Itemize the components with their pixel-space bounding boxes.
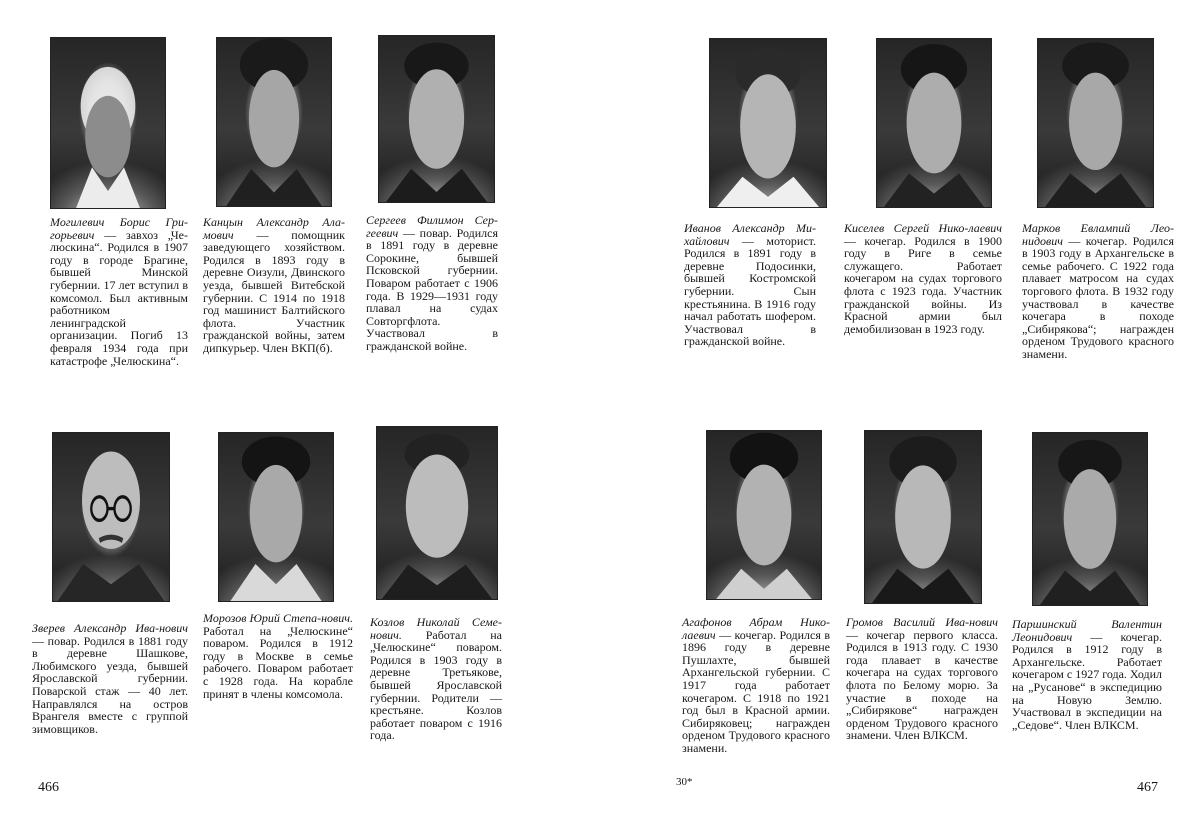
person-name: Громов Василий Ива-нович bbox=[846, 615, 998, 629]
portrait-photo bbox=[709, 38, 827, 208]
person-bio: Работал на „Челюскине“ поваром. Родился в 1912 году в Москве в семье рабочего. Поваром работает с 1928 года. На корабле принят в члены комсомола. bbox=[203, 623, 353, 701]
page-number: 466 bbox=[38, 780, 59, 795]
portrait-photo bbox=[52, 432, 170, 602]
biography-caption bbox=[370, 616, 502, 742]
portrait-photo bbox=[376, 426, 498, 600]
biography-caption bbox=[32, 622, 188, 735]
biography-caption bbox=[1012, 618, 1162, 731]
portrait-photo bbox=[378, 35, 495, 203]
biography-caption bbox=[682, 616, 830, 755]
portrait-photo bbox=[50, 37, 166, 209]
portrait-photo bbox=[706, 430, 822, 600]
biography-caption bbox=[846, 616, 998, 742]
person-name: Киселев Сергей Нико-лаевич bbox=[844, 221, 1002, 235]
person-bio: Работал на „Челюскине“ поваром. Родился в 1903 году в деревне Третьякове, бывшей Ярославской губернии. Родители — крестьяне. Козлов работает поваром с 1916 года. bbox=[370, 627, 502, 743]
person-name: Козлов Николай Семе-нович. bbox=[370, 615, 502, 642]
biography-caption bbox=[684, 222, 816, 348]
person-bio: — завхоз „Че-люскина“. Родился в 1907 году в городе Брагине, бывшей Минской губернии. 17 лет вступил в комсомол. Был активным работником ленинградской организации. Погиб 13 февраля 1934 года при катастрофе „Челюскина“. bbox=[50, 227, 188, 368]
signature-mark: 30* bbox=[676, 776, 693, 788]
page-number: 467 bbox=[1137, 780, 1158, 795]
person-bio: — повар. Родился в 1881 году в деревне Шашкове, Любимского уезда, бывшей Ярославской губернии. Поварской стаж — 40 лет. Направлялся на остров Врангеля вместе с группой зимовщиков. bbox=[32, 633, 188, 736]
portrait-photo bbox=[1037, 38, 1154, 208]
portrait-photo bbox=[1032, 432, 1148, 606]
biography-caption bbox=[50, 216, 188, 367]
right-page bbox=[600, 0, 1200, 817]
person-bio: — повар. Родился в 1891 году в деревне Сорокине, бывшей Псковской губернии. Поваром работает с 1906 года. В 1929—1931 году плавал на судах Совторгфлота. Участвовал в гражданской войне. bbox=[366, 225, 498, 353]
person-bio: — кочегар. Родился в 1912 году в Архангельске. Работает кочегаром с 1927 года. Ходил на „Русанове“ в экспедицию на Новую Землю. Участвовал в экспедиции на „Седове“. Член ВЛКСМ. bbox=[1012, 629, 1162, 732]
person-name: Сергеев Филимон Сер-геевич bbox=[366, 213, 498, 240]
biography-caption bbox=[1022, 222, 1174, 361]
person-bio: — кочегар. Родился в 1903 году в Архангельске в семье рабочего. С 1922 года плавает матросом на судах торгового флота. В 1932 году участвовал в качестве кочегара в походе „Сибирякова“; награжден орденом Трудового красного знамени. bbox=[1022, 233, 1174, 361]
person-bio: — кочегар первого класса. Родился в 1913 году. С 1930 года плавает в качестве кочегара на судах торгового флота по Белому морю. За участие в походе на „Сибирякове“ награжден орденом Трудового красного знамени. Член ВЛКСМ. bbox=[846, 627, 998, 743]
biography-caption bbox=[203, 216, 345, 355]
person-name: Агафонов Абрам Нико-лаевич bbox=[682, 615, 830, 642]
person-name: Могилевич Борис Гри-горьевич bbox=[50, 215, 188, 242]
person-name: Марков Евлампий Лео-нидович bbox=[1022, 221, 1174, 248]
person-bio: — моторист. Родился в 1891 году в деревне Подосинки, бывшей Костромской губернии. Сын крестьянина. В 1916 году начал работать шофером. Участвовал в гражданской войне. bbox=[684, 233, 816, 349]
person-name: Канцын Александр Ала-мович bbox=[203, 215, 345, 242]
portrait-photo bbox=[864, 430, 982, 604]
person-name: Зверев Александр Ива-нович bbox=[32, 621, 188, 635]
person-bio: — кочегар. Родился в 1900 году в Риге в семье служащего. Работает кочегаром на судах торгового флота с 1923 года. Участник гражданской войны. Из Красной армии был демобилизован в 1923 году. bbox=[844, 233, 1002, 336]
biography-caption bbox=[844, 222, 1002, 335]
person-name: Иванов Александр Ми-хайлович bbox=[684, 221, 816, 248]
portrait-photo bbox=[218, 432, 334, 602]
person-bio: — помощник заведующего хозяйством. Родился в 1893 году в деревне Оизули, Двинского уезда, бывшей Витебской губернии. С 1914 по 1918 год машинист Балтийского флота. Участник гражданской войны, затем дипкурьер. Член ВКП(б). bbox=[203, 227, 345, 355]
person-name: Паршинский Валентин Леонидович bbox=[1012, 617, 1162, 644]
biography-caption bbox=[203, 612, 353, 700]
portrait-photo bbox=[876, 38, 992, 208]
person-name: Морозов Юрий Степа-нович. bbox=[203, 611, 353, 625]
biography-caption bbox=[366, 214, 498, 353]
portrait-photo bbox=[216, 37, 332, 207]
person-bio: — кочегар. Родился в 1896 году в деревне Пушлахте, бывшей Архангельской губернии. С 1917 года работает кочегаром. С 1918 по 1921 год был в Красной армии. Сибиряковец; награжден орденом Трудового красного знамени. bbox=[682, 627, 830, 755]
